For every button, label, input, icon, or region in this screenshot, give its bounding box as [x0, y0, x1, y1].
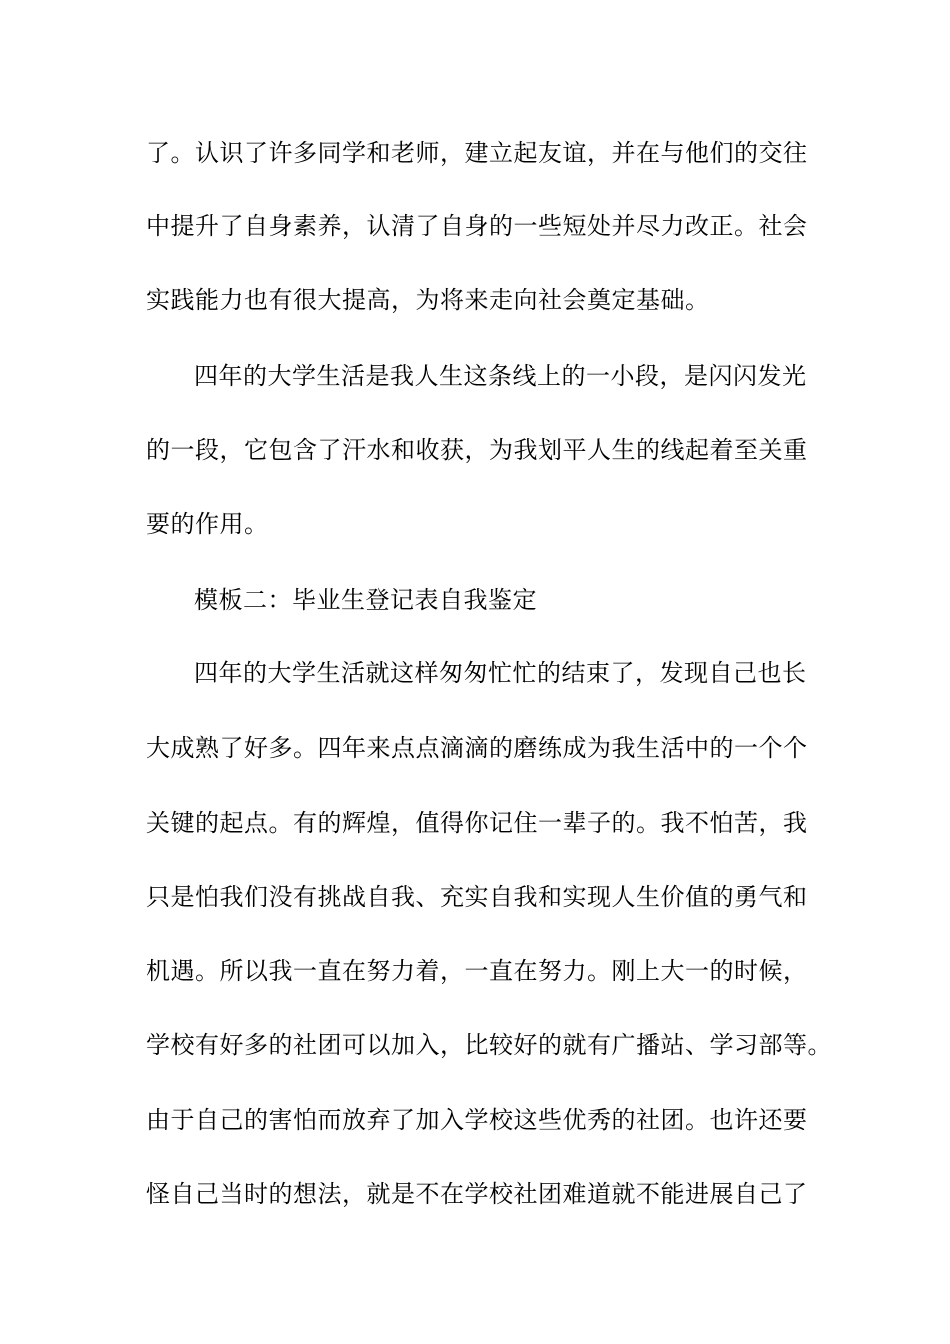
text-line: 的一段，它包含了汗水和收获，为我划平人生的线起着至关重 [146, 436, 808, 464]
text-line: 只是怕我们没有挑战自我、充实自我和实现人生价值的勇气和 [146, 883, 808, 911]
paragraph-start-line: 四年的大学生活是我人生这条线上的一小段，是闪闪发光 [194, 362, 807, 390]
text-line: 怪自己当时的想法，就是不在学校社团难道就不能进展自己了 [146, 1180, 808, 1208]
text-line: 机遇。所以我一直在努力着，一直在努力。刚上大一的时候， [146, 957, 808, 985]
text-line: 要的作用。 [146, 510, 269, 538]
text-line: 中提升了自身素养，认清了自身的一些短处并尽力改正。社会 [146, 212, 808, 240]
text-line: 实践能力也有很大提高，为将来走向社会奠定基础。 [146, 286, 710, 314]
text-line: 关键的起点。有的辉煌，值得你记住一辈子的。我不怕苦，我 [146, 809, 808, 837]
text-line: 大成熟了好多。四年来点点滴滴的磨练成为我生活中的一个个 [146, 734, 808, 762]
text-line: 由于自己的害怕而放弃了加入学校这些优秀的社团。也许还要 [146, 1106, 808, 1134]
text-line: 学校有好多的社团可以加入，比较好的就有广播站、学习部等。 [146, 1031, 832, 1059]
paragraph-start-line: 四年的大学生活就这样匆匆忙忙的结束了，发现自己也长 [194, 659, 807, 687]
section-heading: 模板二：毕业生登记表自我鉴定 [194, 586, 537, 614]
text-line: 了。认识了许多同学和老师，建立起友谊，并在与他们的交往 [146, 139, 808, 167]
